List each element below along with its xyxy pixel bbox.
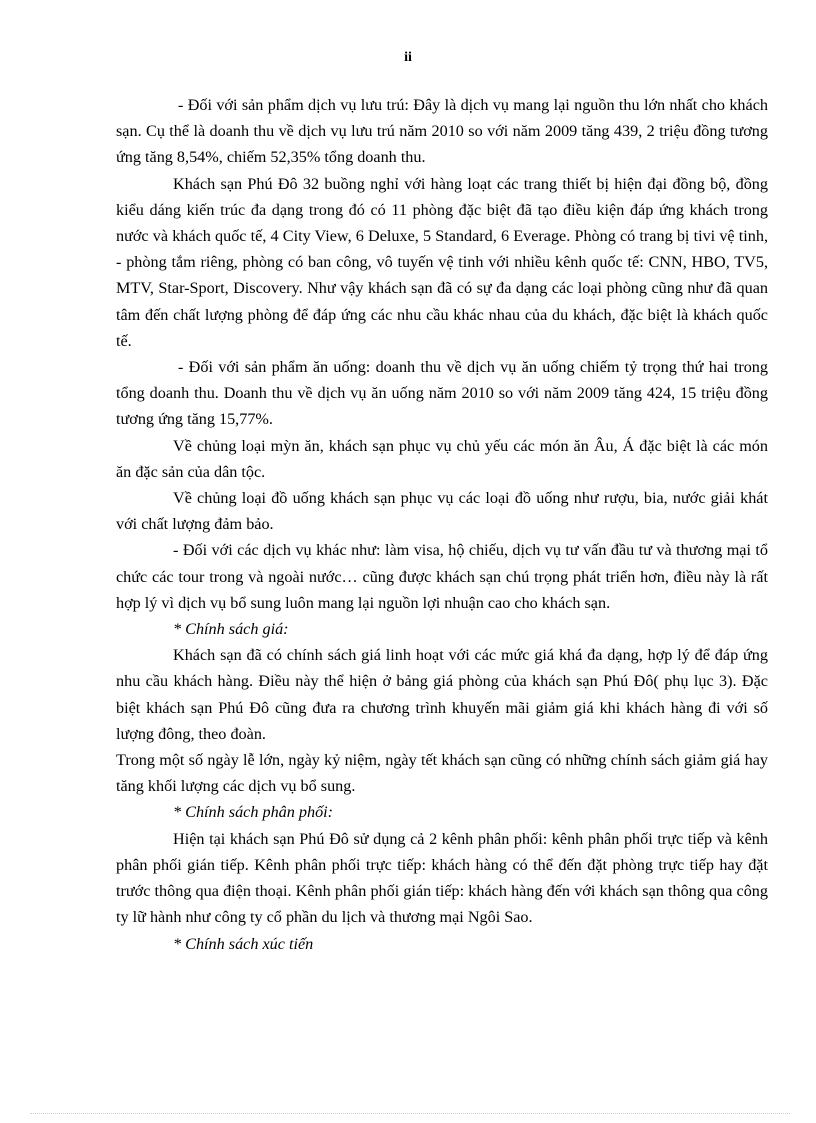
paragraph-dishes: Về chủng loại mỳn ăn, khách sạn phục vụ chủ yếu các món ăn Âu, Á đặc biệt là các món ăn đặc sản của dân tộc. [116,436,768,481]
paragraph-food-beverage: - Đối với sản phẩm ăn uống: doanh thu về dịch vụ ăn uống chiếm tỷ trọng thứ hai trong tổng doanh thu. Doanh thu về dịch vụ ăn uống năm 2010 so với năm 2009 tăng 424, 15 triệu đồng tương ứng tăng 15,77%. [116,358,768,429]
page-bottom-divider [30,1113,790,1114]
heading-price-policy: * Chính sách giá: [173,620,289,639]
paragraph-other-services: - Đối với các dịch vụ khác như: làm visa, hộ chiếu, dịch vụ tư vấn đầu tư và thương mại tổ chức các tour trong và ngoài nước… cũng được khách sạn chú trọng phát triển hơn, điều này là rất hợp lý vì dịch vụ bổ sung luôn mang lại nguồn lợi nhuận cao cho khách sạn. [116,541,768,612]
paragraph-rooms: Khách sạn Phú Đô 32 buồng nghỉ với hàng loạt các trang thiết bị hiện đại đồng bộ, đồng kiểu dáng kiến trúc đa dạng trong đó có 11 phòng đặc biệt đã tạo điều kiện đáp ứng khách trong nước và khách quốc tế, 4 City View, 6 Deluxe, 5 Standard, 6 Everage. Phòng có trang bị tivi vệ tinh, - phòng tắm riêng, phòng có ban công, vô tuyến vệ tinh với nhiều kênh quốc tế: CNN, HBO, TV5, MTV, Star-Sport, Discovery. Như vậy khách sạn đã có sự đa dạng các loại phòng cũng như đã quan tâm đến chất lượng phòng để đáp ứng các nhu cầu khác nhau của du khách, đặc biệt là khách quốc tế. [116,174,768,350]
heading-promotion-policy: * Chính sách xúc tiến [173,934,314,953]
paragraph-accommodation: - Đối với sản phẩm dịch vụ lưu trú: Đây là dịch vụ mang lại nguồn thu lớn nhất cho khách sạn. Cụ thể là doanh thu về dịch vụ lưu trú năm 2010 so với năm 2009 tăng 439, 2 triệu đồng tương ứng tăng 8,54%, chiếm 52,35% tổng doanh thu. [116,96,768,167]
paragraph-holiday-discounts: Trong một số ngày lễ lớn, ngày kỷ niệm, ngày tết khách sạn cũng có những chính sách giảm giá hay tăng khối lượng các dịch vụ bổ sung. [116,751,768,796]
paragraph-drinks: Về chủng loại đồ uống khách sạn phục vụ các loại đồ uống như rượu, bia, nước giải khát với chất lượng đảm bảo. [116,489,768,534]
heading-distribution-policy: * Chính sách phân phối: [173,803,334,822]
paragraph-distribution-policy: Hiện tại khách sạn Phú Đô sử dụng cả 2 kênh phân phối: kênh phân phối trực tiếp và kênh phân phối gián tiếp. Kênh phân phối trực tiếp: khách hàng có thể đến đặt phòng trực tiếp hay đặt trước thông qua điện thoại. Kênh phân phối gián tiếp: khách hàng đến với khách sạn thông qua công ty lữ hành như công ty cổ phần du lịch và thương mại Ngôi Sao. [116,829,768,927]
document-body [116,92,768,957]
page-number: ii [404,50,412,65]
paragraph-price-policy: Khách sạn đã có chính sách giá linh hoạt với các mức giá khá đa dạng, hợp lý để đáp ứng nhu cầu khách hàng. Điều này thể hiện ở bảng giá phòng của khách sạn Phú Đô( phụ lục 3). Đặc biệt khách sạn Phú Đô cũng đưa ra chương trình khuyến mãi giảm giá khi khách hàng đi với số lượng đông, theo đoàn. [116,646,768,743]
